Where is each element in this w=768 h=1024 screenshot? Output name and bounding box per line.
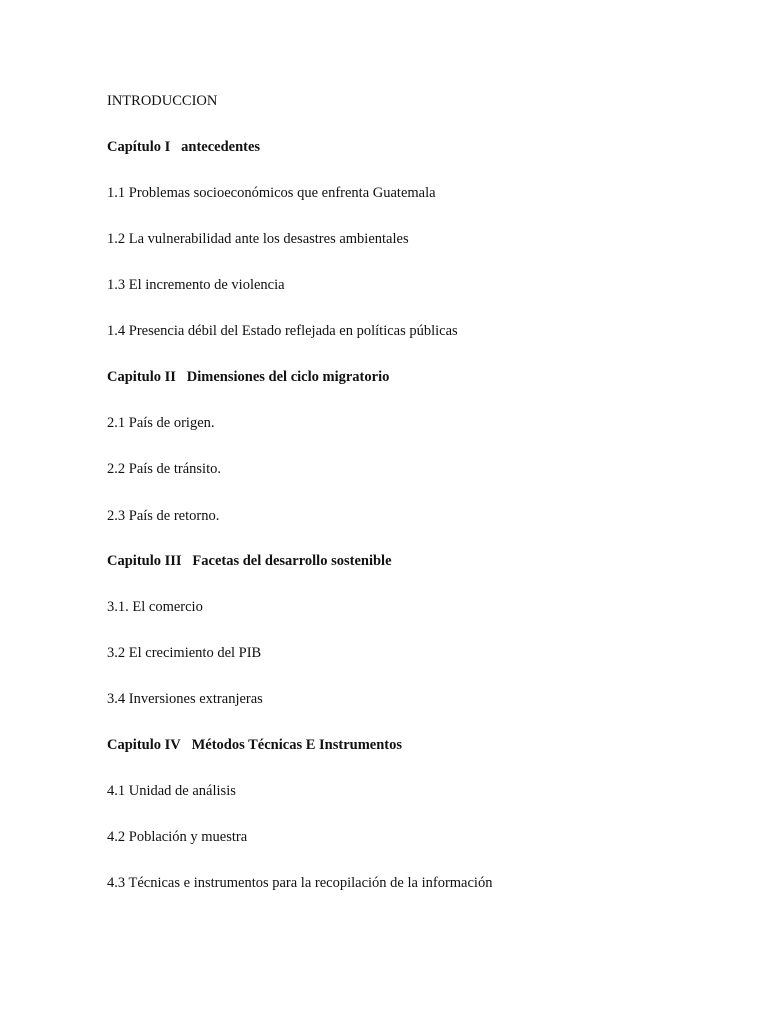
section-3-4: 3.4 Inversiones extranjeras [107,691,263,707]
chapter-4-label: Capitulo IV [107,737,181,753]
section-1-3: 1.3 El incremento de violencia [107,277,285,293]
section-2-3: 2.3 País de retorno. [107,508,220,524]
section-3-1: 3.1. El comercio [107,599,203,615]
section-2-1: 2.1 País de origen. [107,415,215,431]
section-1-1: 1.1 Problemas socioeconómicos que enfrenta Guatemala [107,185,436,201]
chapter-2-label: Capitulo II [107,369,176,385]
chapter-2-heading [107,368,389,386]
chapter-4-heading [107,736,402,754]
section-3-2: 3.2 El crecimiento del PIB [107,645,262,661]
chapter-1-title: antecedentes [181,139,261,155]
section-1-4: 1.4 Presencia débil del Estado reflejada en políticas públicas [107,323,458,339]
chapter-3-title: Facetas del desarrollo sostenible [192,553,392,569]
chapter-1-label: Capítulo I [107,139,171,155]
section-4-2: 4.2 Población y muestra [107,829,248,845]
section-1-2: 1.2 La vulnerabilidad ante los desastres ambientales [107,231,409,247]
chapter-3-label: Capitulo III [107,553,182,569]
chapter-4-title: Métodos Técnicas E Instrumentos [191,737,402,753]
chapter-1-heading [107,138,260,156]
chapter-3-heading [107,552,392,570]
section-2-2: 2.2 País de tránsito. [107,461,221,477]
section-4-3: 4.3 Técnicas e instrumentos para la recopilación de la información [107,875,493,891]
section-4-1: 4.1 Unidad de análisis [107,783,236,799]
chapter-2-title: Dimensiones del ciclo migratorio [186,369,390,385]
intro-heading: INTRODUCCION [107,93,218,109]
